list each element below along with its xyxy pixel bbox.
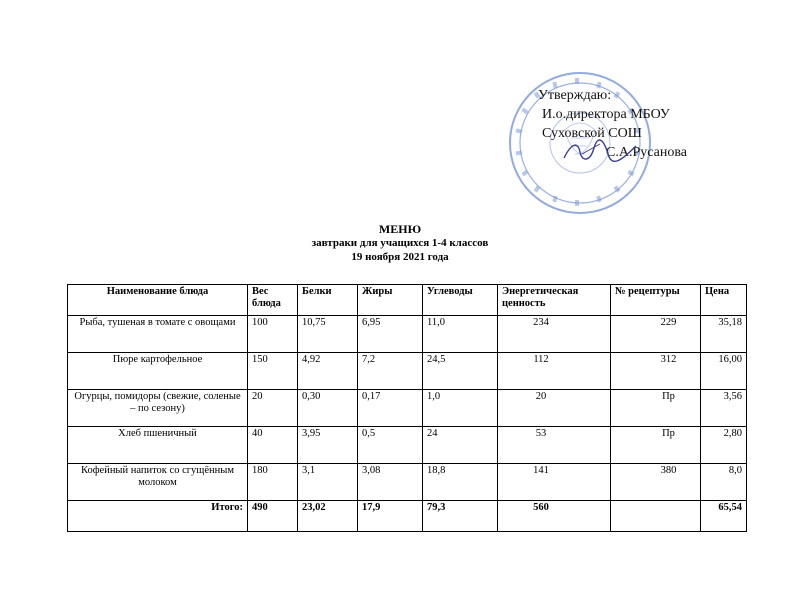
header-protein: Белки	[298, 285, 358, 316]
cell-carbs: 18,8	[423, 464, 498, 501]
cell-dish-name: Рыба, тушеная в томате с овощами	[68, 316, 248, 353]
header-weight: Вес блюда	[248, 285, 298, 316]
cell-weight: 40	[248, 427, 298, 464]
cell-dish-name: Огурцы, помидоры (свежие, соленые – по сезону)	[68, 390, 248, 427]
cell-price: 3,56	[701, 390, 747, 427]
total-carbs: 79,3	[423, 501, 498, 532]
cell-fat: 7,2	[358, 353, 423, 390]
cell-recipe: Пр	[611, 427, 701, 464]
cell-fat: 6,95	[358, 316, 423, 353]
header-dish-name: Наименование блюда	[68, 285, 248, 316]
table-row	[68, 353, 747, 390]
header-energy: Энергетическая ценность	[498, 285, 611, 316]
table-row	[68, 464, 747, 501]
approval-signer: С.А.Русанова	[606, 145, 687, 160]
total-price: 65,54	[701, 501, 747, 532]
cell-energy: 53	[498, 427, 611, 464]
header-recipe: № рецептуры	[611, 285, 701, 316]
cell-fat: 0,5	[358, 427, 423, 464]
cell-fat: 0,17	[358, 390, 423, 427]
menu-table	[67, 284, 747, 532]
cell-energy: 112	[498, 353, 611, 390]
cell-carbs: 24	[423, 427, 498, 464]
cell-price: 35,18	[701, 316, 747, 353]
cell-protein: 10,75	[298, 316, 358, 353]
cell-energy: 20	[498, 390, 611, 427]
table-row	[68, 316, 747, 353]
header-carbs: Углеводы	[423, 285, 498, 316]
total-weight: 490	[248, 501, 298, 532]
cell-weight: 150	[248, 353, 298, 390]
cell-weight: 100	[248, 316, 298, 353]
cell-weight: 20	[248, 390, 298, 427]
approval-label: Утверждаю:	[538, 88, 612, 103]
total-energy: 560	[498, 501, 611, 532]
menu-heading	[0, 222, 800, 264]
total-fat: 17,9	[358, 501, 423, 532]
menu-date: 19 ноября 2021 года	[351, 251, 449, 263]
cell-dish-name: Кофейный напиток со сгущённым молоком	[68, 464, 248, 501]
cell-price: 16,00	[701, 353, 747, 390]
table-total-row	[68, 501, 747, 532]
cell-protein: 3,1	[298, 464, 358, 501]
cell-carbs: 24,5	[423, 353, 498, 390]
table-row	[68, 427, 747, 464]
cell-fat: 3,08	[358, 464, 423, 501]
cell-recipe: 312	[611, 353, 701, 390]
cell-protein: 0,30	[298, 390, 358, 427]
total-label: Итого:	[68, 501, 248, 532]
cell-recipe: 229	[611, 316, 701, 353]
table-header-row	[68, 285, 747, 316]
cell-carbs: 1,0	[423, 390, 498, 427]
cell-energy: 234	[498, 316, 611, 353]
cell-dish-name: Хлеб пшеничный	[68, 427, 248, 464]
cell-protein: 4,92	[298, 353, 358, 390]
menu-subtitle: завтраки для учащихся 1-4 классов	[311, 237, 489, 249]
cell-price: 2,80	[701, 427, 747, 464]
total-protein: 23,02	[298, 501, 358, 532]
approval-position: И.о.директора МБОУ	[542, 107, 670, 122]
total-recipe	[611, 501, 701, 532]
table-row	[68, 390, 747, 427]
cell-recipe: Пр	[611, 390, 701, 427]
approval-school: Суховской СОШ	[542, 126, 642, 141]
cell-energy: 141	[498, 464, 611, 501]
header-fat: Жиры	[358, 285, 423, 316]
cell-carbs: 11,0	[423, 316, 498, 353]
signature-mark	[560, 136, 640, 166]
header-price: Цена	[701, 285, 747, 316]
cell-protein: 3,95	[298, 427, 358, 464]
cell-dish-name: Пюре картофельное	[68, 353, 248, 390]
cell-recipe: 380	[611, 464, 701, 501]
cell-weight: 180	[248, 464, 298, 501]
cell-price: 8,0	[701, 464, 747, 501]
menu-title: МЕНЮ	[378, 222, 422, 236]
